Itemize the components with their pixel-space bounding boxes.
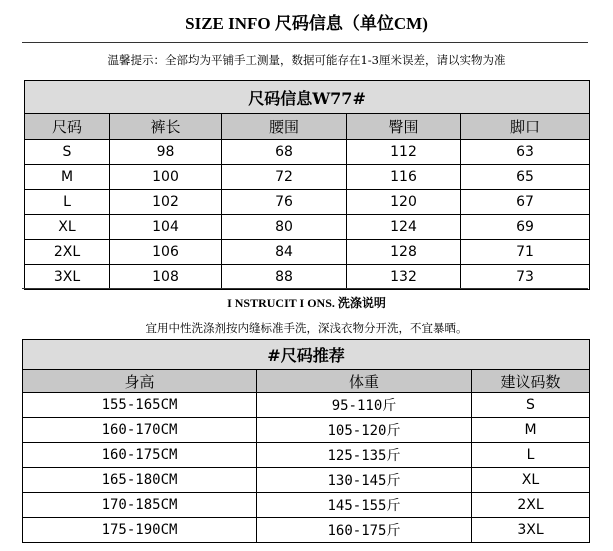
table-divider (22, 288, 588, 289)
table-cell: M (472, 418, 590, 443)
table-cell: 69 (461, 215, 590, 240)
table-cell: 105-120斤 (257, 418, 472, 443)
table-cell: 2XL (472, 493, 590, 518)
table-row (23, 493, 590, 518)
recommend-header-size: 建议码数 (472, 370, 590, 393)
page-title: SIZE INFO 尺码信息（单位CM) (185, 14, 428, 33)
table-cell: M (25, 165, 110, 190)
table-cell: 130-145斤 (257, 468, 472, 493)
table-row (25, 240, 590, 265)
table-cell: 71 (461, 240, 590, 265)
table-cell: 160-170CM (23, 418, 257, 443)
size-header-hip: 臀围 (347, 114, 461, 140)
table-cell: 2XL (25, 240, 110, 265)
table-cell: 128 (347, 240, 461, 265)
table-cell: 67 (461, 190, 590, 215)
recommend-header-height: 身高 (23, 370, 257, 393)
size-table (24, 80, 590, 290)
table-row (25, 140, 590, 165)
wash-instructions-text: 宜用中性洗涤剂按内缝标准手洗，深浅衣物分开洗，不宜暴晒。 (145, 321, 468, 335)
table-cell: 84 (222, 240, 347, 265)
table-cell: 165-180CM (23, 468, 257, 493)
table-cell: 76 (222, 190, 347, 215)
wash-instructions-title: I NSTRUCIT I ONS. 洗涤说明 (227, 296, 386, 310)
table-cell: L (25, 190, 110, 215)
table-cell: 80 (222, 215, 347, 240)
table-row (25, 215, 590, 240)
table-cell: 65 (461, 165, 590, 190)
table-cell: 98 (110, 140, 222, 165)
table-row (23, 393, 590, 418)
table-row (25, 190, 590, 215)
table-cell: 160-175CM (23, 443, 257, 468)
table-cell: 100 (110, 165, 222, 190)
size-header-waist: 腰围 (222, 114, 347, 140)
table-cell: S (472, 393, 590, 418)
table-cell: 112 (347, 140, 461, 165)
table-cell: 72 (222, 165, 347, 190)
table-cell: 95-110斤 (257, 393, 472, 418)
table-row (23, 418, 590, 443)
recommend-header-weight: 体重 (257, 370, 472, 393)
table-cell: 124 (347, 215, 461, 240)
table-cell: 108 (110, 265, 222, 290)
table-cell: 104 (110, 215, 222, 240)
recommend-table-title: #尺码推荐 (23, 340, 590, 370)
table-cell: 102 (110, 190, 222, 215)
table-cell: 125-135斤 (257, 443, 472, 468)
table-row (23, 443, 590, 468)
table-cell: XL (25, 215, 110, 240)
table-cell: 3XL (472, 518, 590, 543)
table-cell: 88 (222, 265, 347, 290)
table-cell: 132 (347, 265, 461, 290)
title-divider (22, 42, 588, 43)
table-cell: 160-175斤 (257, 518, 472, 543)
table-cell: 68 (222, 140, 347, 165)
table-cell: 3XL (25, 265, 110, 290)
table-cell: 73 (461, 265, 590, 290)
size-header-length: 裤长 (110, 114, 222, 140)
size-header-hem: 脚口 (461, 114, 590, 140)
table-cell: 106 (110, 240, 222, 265)
table-cell: 175-190CM (23, 518, 257, 543)
table-cell: L (472, 443, 590, 468)
size-header-size: 尺码 (25, 114, 110, 140)
table-cell: 120 (347, 190, 461, 215)
table-cell: S (25, 140, 110, 165)
table-cell: 145-155斤 (257, 493, 472, 518)
table-row (23, 468, 590, 493)
size-table-title: 尺码信息W77# (25, 81, 590, 114)
table-row (23, 518, 590, 543)
size-recommendation-table (22, 339, 590, 543)
table-row (25, 265, 590, 290)
table-cell: 170-185CM (23, 493, 257, 518)
table-cell: XL (472, 468, 590, 493)
table-cell: 155-165CM (23, 393, 257, 418)
table-cell: 116 (347, 165, 461, 190)
table-cell: 63 (461, 140, 590, 165)
measurement-notice: 温馨提示：全部均为平铺手工测量，数据可能存在1-3厘米误差，请以实物为准 (107, 53, 506, 67)
table-row (25, 165, 590, 190)
